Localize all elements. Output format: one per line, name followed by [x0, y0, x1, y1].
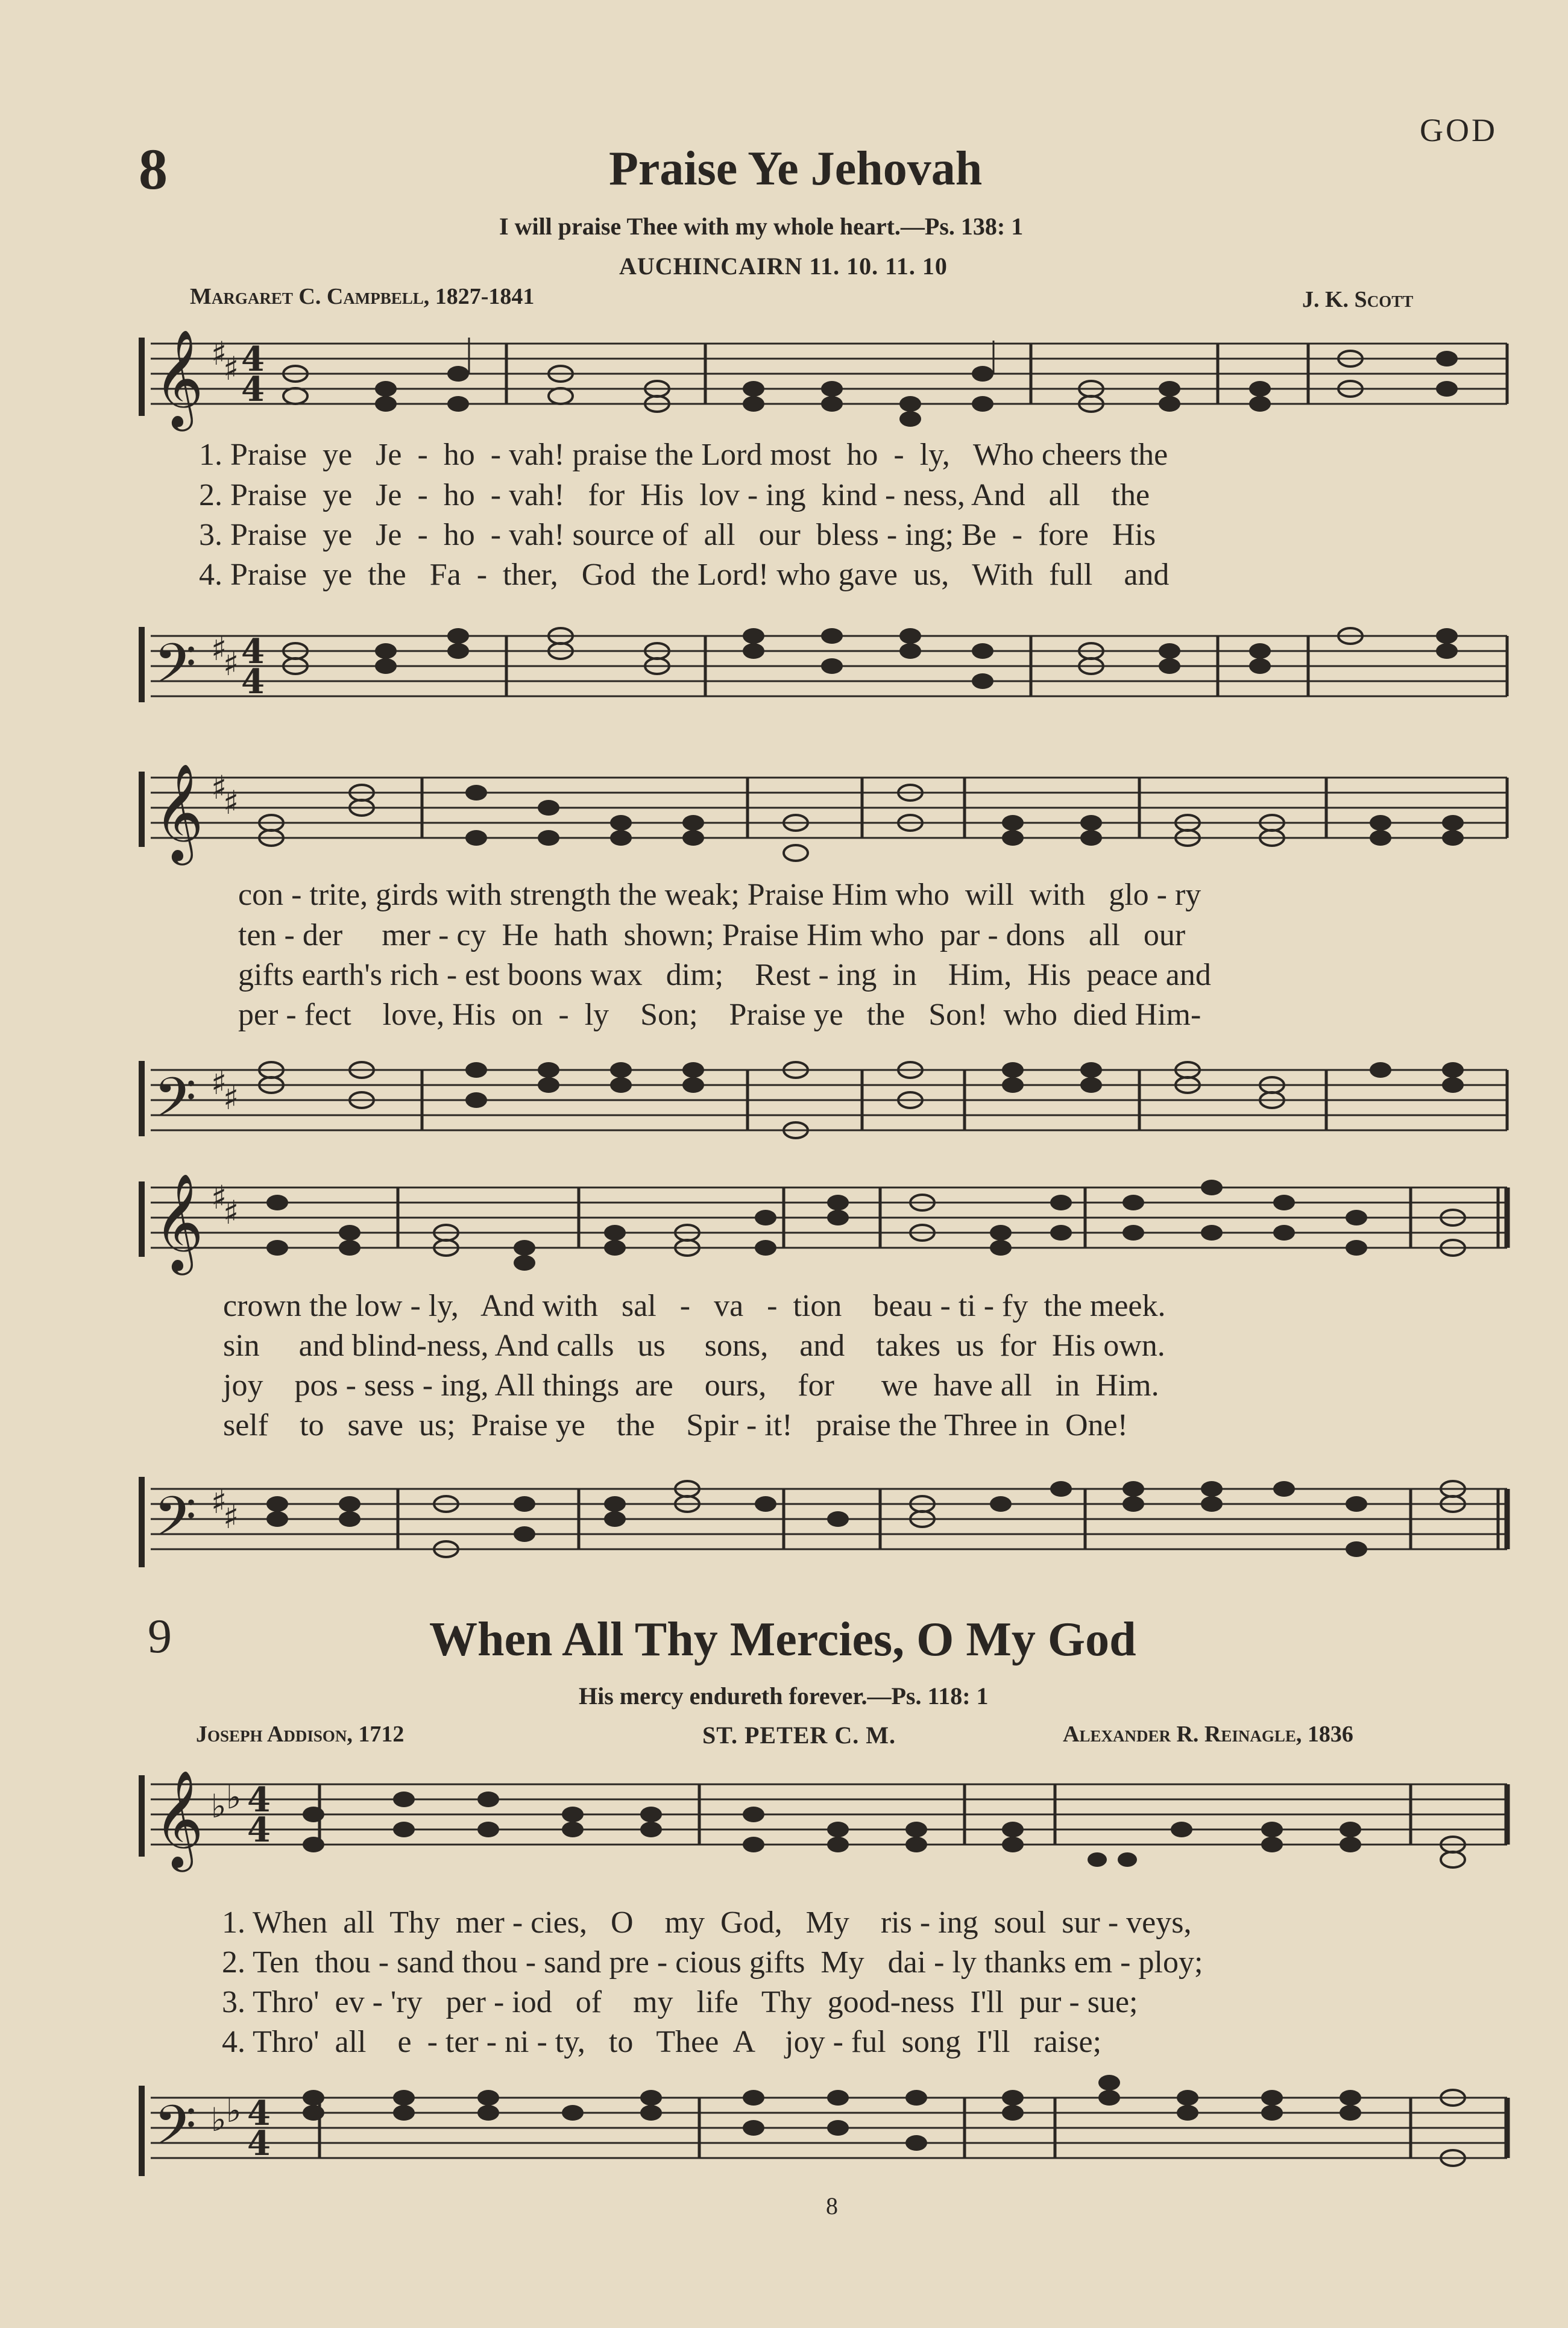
- svg-text:4: 4: [247, 2124, 271, 2163]
- lyric-verse-2: ten - der mer - cy He hath shown; Praise Him who par - dons all our: [238, 918, 1186, 952]
- svg-text:♭: ♭: [211, 1787, 227, 1825]
- svg-text:4: 4: [247, 2094, 271, 2133]
- hymn-number: 9: [148, 1610, 172, 1663]
- svg-text:♯: ♯: [223, 1194, 239, 1232]
- scripture-reference: I will praise Thee with my whole heart.—Ps. 138: 1: [499, 213, 1024, 240]
- lyric-verse-1: crown the low - ly, And with sal - va - tion beau - ti - fy the meek.: [223, 1289, 1166, 1323]
- lyric-verse-4: per - fect love, His on - ly Son; Praise ye the Son! who died Him-: [238, 998, 1201, 1032]
- tune-name: ST. PETER C. M.: [702, 1722, 896, 1749]
- svg-text:𝄢: 𝄢: [154, 2094, 197, 2171]
- scripture-reference: His mercy endureth forever.—Ps. 118: 1: [579, 1682, 989, 1710]
- treble-staff: [139, 1173, 1513, 1271]
- svg-text:𝄢: 𝄢: [154, 1485, 197, 1562]
- svg-text:4: 4: [247, 1780, 271, 1820]
- hymn-number: 8: [139, 137, 168, 201]
- svg-text:𝄞: 𝄞: [154, 329, 204, 427]
- svg-text:♯: ♯: [223, 1498, 239, 1536]
- svg-text:♯: ♯: [223, 350, 239, 388]
- lyric-verse-1: 1. When all Thy mer - cies, O my God, My ris - ing soul sur - veys,: [222, 1905, 1192, 1940]
- svg-text:♭: ♭: [226, 1778, 242, 1816]
- svg-text:♯: ♯: [211, 769, 227, 807]
- lyric-verse-4: 4. Thro' all e - ter - ni - ty, to Thee A joy - ful song I'll raise;: [222, 2025, 1102, 2059]
- svg-text:4: 4: [241, 632, 265, 672]
- bass-staff: [139, 627, 1513, 711]
- bass-staff: [139, 1477, 1513, 1561]
- svg-text:𝄞: 𝄞: [154, 1770, 204, 1868]
- svg-text:♯: ♯: [223, 784, 239, 822]
- svg-text:♯: ♯: [211, 1064, 227, 1102]
- svg-text:♯: ♯: [211, 1483, 227, 1521]
- bass-staff: [139, 2086, 1513, 2170]
- svg-text:4: 4: [241, 339, 265, 379]
- section-heading: GOD: [1420, 112, 1497, 148]
- lyric-verse-4: self to save us; Praise ye the Spir - it! praise the Three in One!: [223, 1408, 1128, 1442]
- svg-text:𝄢: 𝄢: [154, 1066, 197, 1143]
- treble-staff: [139, 1770, 1513, 1868]
- composer-credit: J. K. Scott: [1302, 287, 1414, 312]
- lyric-verse-2: sin and blind-ness, And calls us sons, and takes us for His own.: [223, 1329, 1165, 1363]
- svg-text:♭: ♭: [211, 2101, 227, 2139]
- bass-staff: [139, 1061, 1513, 1145]
- author-credit: Margaret C. Campbell, 1827-1841: [190, 284, 535, 309]
- tune-name: AUCHINCAIRN 11. 10. 11. 10: [619, 253, 948, 280]
- lyric-verse-4: 4. Praise ye the Fa - ther, God the Lord! who gave us, With full and: [199, 558, 1170, 592]
- svg-text:♯: ♯: [223, 645, 239, 683]
- hymn-title: Praise Ye Jehovah: [609, 142, 983, 195]
- lyric-verse-2: 2. Ten thou - sand thou - sand pre - cious gifts My dai - ly thanks em - ploy;: [222, 1945, 1203, 1980]
- lyric-verse-2: 2. Praise ye Je - ho - vah! for His lov - ing kind - ness, And all the: [199, 478, 1150, 512]
- svg-text:𝄢: 𝄢: [154, 632, 197, 709]
- lyric-verse-3: 3. Thro' ev - 'ry per - iod of my life Thy good-ness I'll pur - sue;: [222, 1985, 1138, 2019]
- treble-staff: [139, 329, 1513, 427]
- lyric-verse-1: con - trite, girds with strength the weak; Praise Him who will with glo - ry: [238, 878, 1201, 912]
- svg-text:4: 4: [247, 1810, 271, 1850]
- svg-text:♯: ♯: [211, 1178, 227, 1216]
- lyric-verse-3: 3. Praise ye Je - ho - vah! source of all our bless - ing; Be - fore His: [199, 518, 1156, 552]
- svg-text:♯: ♯: [211, 630, 227, 668]
- hymn-title: When All Thy Mercies, O My God: [429, 1613, 1136, 1666]
- svg-text:4: 4: [241, 370, 265, 409]
- lyric-verse-1: 1. Praise ye Je - ho - vah! praise the Lord most ho - ly, Who cheers the: [199, 438, 1168, 472]
- treble-staff: [139, 763, 1513, 861]
- svg-text:𝄞: 𝄞: [154, 1173, 204, 1271]
- svg-text:♯: ♯: [223, 1079, 239, 1117]
- svg-text:4: 4: [241, 662, 265, 702]
- svg-text:𝄞: 𝄞: [154, 763, 204, 861]
- svg-text:♭: ♭: [226, 2092, 242, 2130]
- lyric-verse-3: joy pos - sess - ing, All things are ours, for we have all in Him.: [223, 1368, 1159, 1403]
- author-credit: Joseph Addison, 1712: [196, 1722, 405, 1747]
- composer-credit: Alexander R. Reinagle, 1836: [1063, 1722, 1353, 1747]
- lyric-verse-3: gifts earth's rich - est boons wax dim; Rest - ing in Him, His peace and: [238, 958, 1211, 992]
- page-number: 8: [826, 2192, 838, 2219]
- svg-text:♯: ♯: [211, 335, 227, 373]
